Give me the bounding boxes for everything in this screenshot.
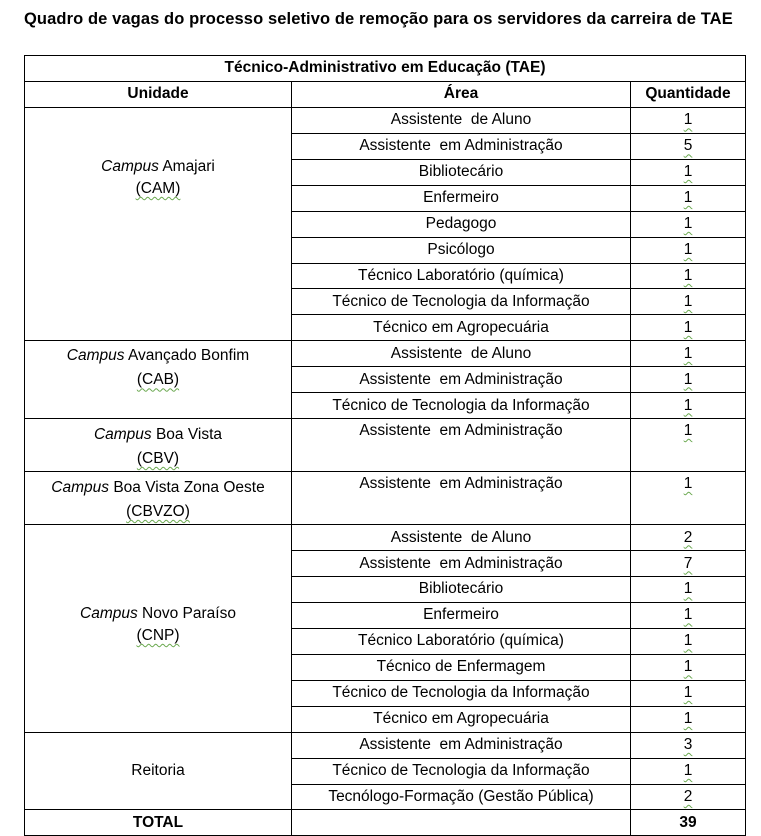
- table-caption: Técnico-Administrativo em Educação (TAE): [25, 56, 746, 82]
- quantity-cell: [631, 237, 746, 263]
- area-cell: Assistente de Aluno: [292, 107, 631, 133]
- quantity-cell: [631, 732, 746, 758]
- quantity-value: 1: [683, 422, 693, 440]
- area-cell: Técnico em Agropecuária: [292, 706, 631, 732]
- quantity-value: 7: [683, 554, 693, 572]
- quantity-cell: [631, 525, 746, 551]
- area-cell: Bibliotecário: [292, 577, 631, 603]
- header-area: Área: [292, 81, 631, 107]
- campus-prefix: Campus: [51, 479, 110, 497]
- area-cell: Técnico de Tecnologia da Informação: [292, 758, 631, 784]
- unit-sigla-text: (CBVZO): [126, 503, 190, 521]
- area-cell: Técnico de Enfermagem: [292, 654, 631, 680]
- quantity-cell: [631, 784, 746, 810]
- unit-label: Amajari: [162, 157, 215, 175]
- unit-cell: [25, 525, 292, 733]
- unit-cell: [25, 341, 292, 419]
- quantity-value: 1: [683, 658, 693, 676]
- quantity-cell: [631, 289, 746, 315]
- quantity-value: 1: [683, 762, 693, 780]
- unit-name: [25, 603, 291, 625]
- area-cell: Enfermeiro: [292, 185, 631, 211]
- unit-sigla: [25, 368, 291, 392]
- quantity-value: 1: [683, 344, 693, 362]
- area-cell: Assistente em Administração: [292, 472, 631, 525]
- quantity-cell: [631, 393, 746, 419]
- table-row: [25, 525, 746, 551]
- quantity-value: 2: [683, 528, 693, 546]
- quantity-cell: [631, 654, 746, 680]
- table-row: [25, 107, 746, 133]
- quantity-cell: [631, 706, 746, 732]
- area-cell: Técnico de Tecnologia da Informação: [292, 289, 631, 315]
- quantity-cell: [631, 185, 746, 211]
- table-row: [25, 419, 746, 472]
- quantity-cell: [631, 472, 746, 525]
- area-cell: Pedagogo: [292, 211, 631, 237]
- quantity-cell: [631, 211, 746, 237]
- area-cell: Assistente em Administração: [292, 367, 631, 393]
- quantity-value: 1: [683, 632, 693, 650]
- unit-name: [25, 423, 291, 447]
- quantity-value: 1: [683, 710, 693, 728]
- unit-name: [25, 476, 291, 500]
- quantity-cell: [631, 263, 746, 289]
- quantity-value: 5: [683, 137, 693, 155]
- quantity-cell: [631, 680, 746, 706]
- quantity-value: 1: [683, 215, 693, 233]
- table-caption-row: [25, 56, 746, 82]
- area-cell: Técnico de Tecnologia da Informação: [292, 393, 631, 419]
- area-cell: Assistente de Aluno: [292, 525, 631, 551]
- area-cell: Técnico em Agropecuária: [292, 315, 631, 341]
- unit-label: Reitoria: [131, 762, 185, 780]
- quantity-value: 1: [683, 475, 693, 493]
- unit-sigla: [25, 178, 291, 200]
- quantity-cell: [631, 551, 746, 577]
- area-cell: Assistente de Aluno: [292, 341, 631, 367]
- unit-cell: [25, 107, 292, 340]
- quantity-value: 1: [683, 318, 693, 336]
- quantity-value: 1: [683, 292, 693, 310]
- table-row: [25, 732, 746, 758]
- area-cell: Técnico Laboratório (química): [292, 263, 631, 289]
- quantity-value: 1: [683, 606, 693, 624]
- header-quantidade: Quantidade: [631, 81, 746, 107]
- unit-name: [25, 344, 291, 368]
- campus-prefix: Campus: [80, 605, 138, 623]
- vacancies-table: [24, 55, 746, 836]
- area-cell: Assistente em Administração: [292, 133, 631, 159]
- area-cell: Técnico de Tecnologia da Informação: [292, 680, 631, 706]
- table-body: [25, 56, 746, 836]
- quantity-value: 1: [683, 241, 693, 259]
- campus-prefix: Campus: [101, 157, 159, 175]
- campus-prefix: Campus: [66, 347, 125, 365]
- unit-cell: [25, 419, 292, 472]
- total-label: TOTAL: [25, 810, 292, 836]
- quantity-cell: [631, 315, 746, 341]
- quantity-value: 1: [683, 396, 693, 414]
- quantity-cell: [631, 758, 746, 784]
- quantity-value: 1: [683, 266, 693, 284]
- unit-label: Avançado Bonfim: [127, 347, 250, 365]
- unit-sigla-text: (CNP): [136, 627, 180, 645]
- unit-sigla-text: (CAB): [136, 371, 180, 389]
- area-cell: Assistente em Administração: [292, 732, 631, 758]
- table-row: [25, 341, 746, 367]
- unit-name: [25, 156, 291, 178]
- unit-sigla-text: (CBV): [136, 450, 180, 468]
- quantity-value: 1: [683, 684, 693, 702]
- unit-cell: [25, 732, 292, 810]
- quantity-cell: [631, 577, 746, 603]
- quantity-value: 1: [683, 580, 693, 598]
- quantity-cell: [631, 419, 746, 472]
- document-title: Quadro de vagas do processo seletivo de remoção para os servidores da carreira de TAE: [24, 10, 733, 28]
- total-empty-cell: [292, 810, 631, 836]
- quantity-cell: [631, 602, 746, 628]
- unit-cell: [25, 472, 292, 525]
- unit-sigla: [25, 447, 291, 471]
- header-unidade: Unidade: [25, 81, 292, 107]
- area-cell: Assistente em Administração: [292, 419, 631, 472]
- table-header-row: [25, 81, 746, 107]
- unit-sigla: [25, 625, 291, 647]
- unit-name: [25, 760, 291, 782]
- area-cell: Tecnólogo-Formação (Gestão Pública): [292, 784, 631, 810]
- total-value: 39: [631, 810, 746, 836]
- unit-label: Novo Paraíso: [142, 605, 236, 623]
- unit-sigla: [25, 500, 291, 524]
- quantity-value: 2: [683, 787, 693, 805]
- quantity-cell: [631, 341, 746, 367]
- unit-label: Boa Vista Zona Oeste: [113, 479, 265, 497]
- area-cell: Psicólogo: [292, 237, 631, 263]
- area-cell: Enfermeiro: [292, 602, 631, 628]
- quantity-cell: [631, 367, 746, 393]
- area-cell: Técnico Laboratório (química): [292, 628, 631, 654]
- quantity-cell: [631, 159, 746, 185]
- quantity-value: 1: [683, 111, 693, 129]
- table-row: [25, 472, 746, 525]
- quantity-value: 1: [683, 189, 693, 207]
- area-cell: Assistente em Administração: [292, 551, 631, 577]
- area-cell: Bibliotecário: [292, 159, 631, 185]
- unit-sigla-text: (CAM): [135, 179, 181, 197]
- quantity-cell: [631, 133, 746, 159]
- unit-label: Boa Vista: [155, 426, 223, 444]
- quantity-value: 3: [683, 736, 693, 754]
- quantity-value: 1: [683, 370, 693, 388]
- campus-prefix: Campus: [93, 426, 152, 444]
- quantity-cell: [631, 628, 746, 654]
- quantity-value: 1: [683, 163, 693, 181]
- total-row: [25, 810, 746, 836]
- quantity-cell: [631, 107, 746, 133]
